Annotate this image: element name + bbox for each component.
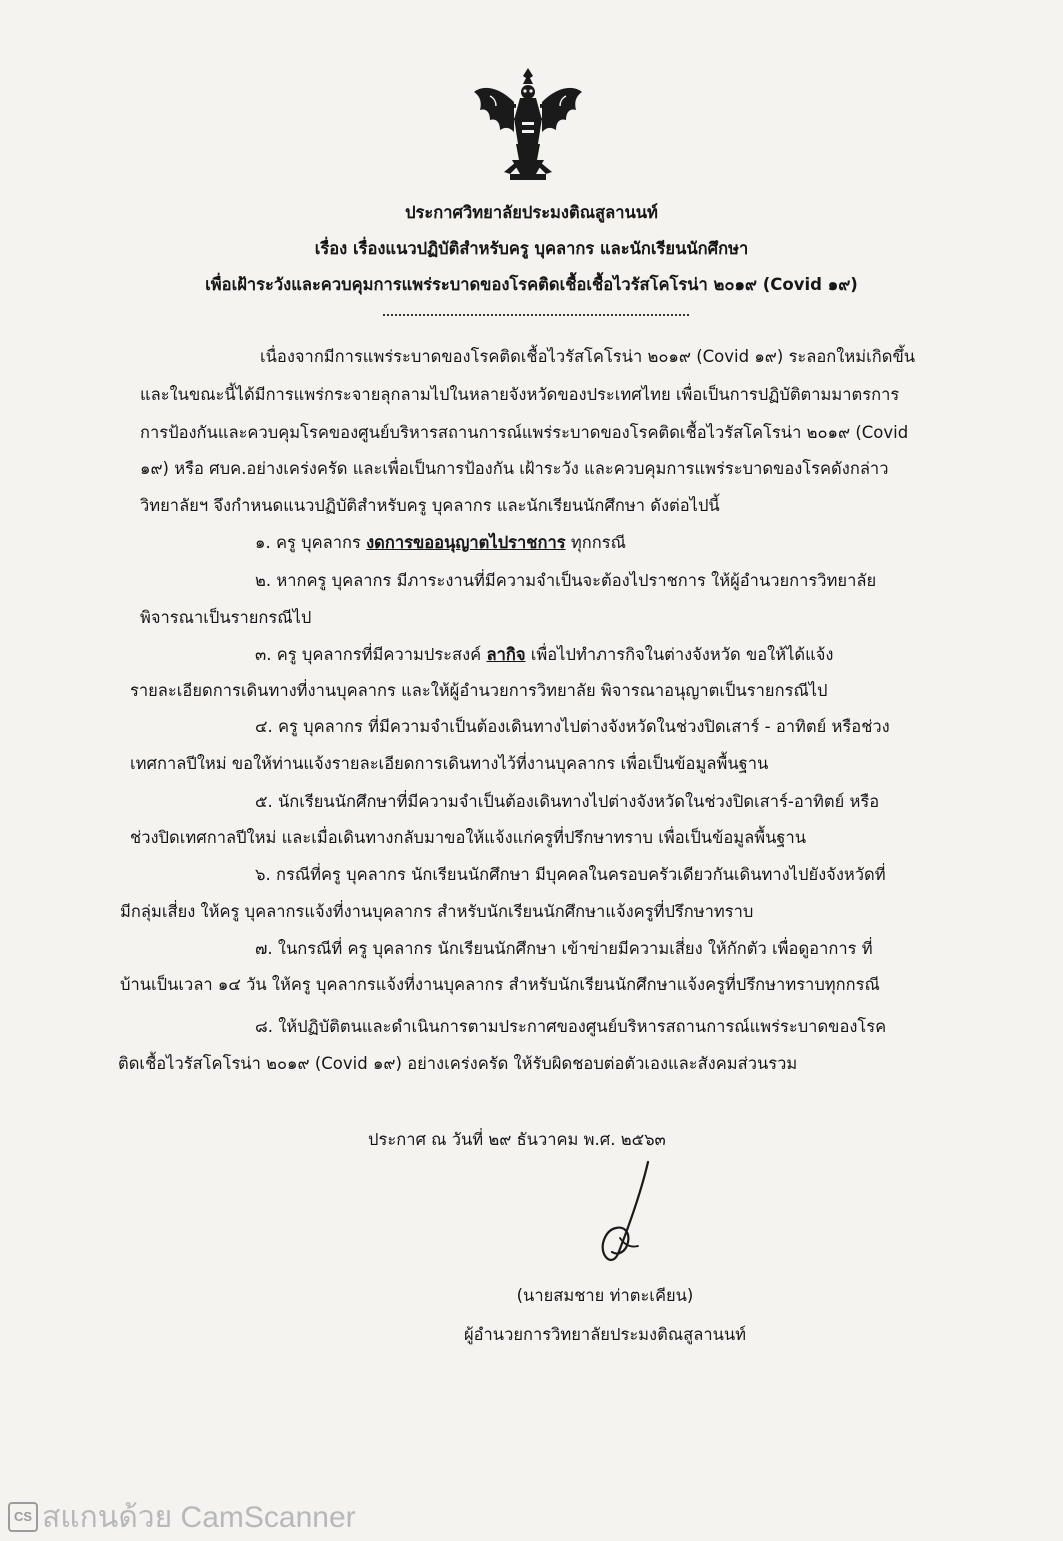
item-4-line: ๔. ครู บุคลากร ที่มีความจำเป็นต้องเดินทางไปต่างจังหวัดในช่วงปิดเสาร์ - อาทิตย์ หรือช่วง <box>255 717 890 736</box>
item-8-line: ติดเชื้อไวรัสโคโรน่า ๒๐๑๙ (Covid ๑๙) อย่างเคร่งครัด ให้รับผิดชอบต่อตัวเองและสังคมส่วนรวม <box>118 1054 798 1073</box>
item-7-line: บ้านเป็นเวลา ๑๔ วัน ให้ครู บุคลากรแจ้งที่งานบุคลากร สำหรับนักเรียนนักศึกษาแจ้งครูที่ปรึกษาทราบทุกกรณี <box>120 975 880 994</box>
item-8-line: ๘. ให้ปฏิบัติตนและดำเนินการตามประกาศของศูนย์บริหารสถานการณ์แพร่ระบาดของโรค <box>255 1017 887 1036</box>
item-6-line: มีกลุ่มเสี่ยง ให้ครู บุคลากรแจ้งที่งานบุคลากร สำหรับนักเรียนนักศึกษาแจ้งครูที่ปรึกษาทราบ <box>120 902 754 921</box>
camscanner-logo-icon: CS <box>8 1502 38 1532</box>
intro-line: การป้องกันและควบคุมโรคของศูนย์บริหารสถานการณ์แพร่ระบาดของโรคติดเชื้อไวรัสโคโรน่า ๒๐๑๙ (Covid <box>140 423 909 442</box>
item-2-line: ๒. หากครู บุคลากร มีภาระงานที่มีความจำเป็นจะต้องไปราชการ ให้ผู้อำนวยการวิทยาลัย <box>255 571 877 590</box>
announcement-title: ประกาศวิทยาลัยประมงติณสูลานนท์ <box>405 203 658 222</box>
signer-title: ผู้อำนวยการวิทยาลัยประมงติณสูลานนท์ <box>463 1325 747 1344</box>
item-3-text: ๓. ครู บุคลากรที่มีความประสงค์ <box>255 645 487 664</box>
item-1-emphasis: งดการขออนุญาตไปราชการ <box>366 533 566 552</box>
item-5-line: ๕. นักเรียนนักศึกษาที่มีความจำเป็นต้องเดินทางไปต่างจังหวัดในช่วงปิดเสาร์-อาทิตย์ หรือ <box>255 792 880 811</box>
header-divider <box>383 314 689 316</box>
item-1-text-end: ทุกกรณี <box>565 533 626 552</box>
signer-name: (นายสมชาย ท่าตะเคียน) <box>516 1286 694 1305</box>
announcement-subject: เรื่อง เรื่องแนวปฏิบัติสำหรับครู บุคลากร และนักเรียนนักศึกษา <box>314 239 749 258</box>
item-3 <box>255 643 833 667</box>
camscanner-watermark: สแกนด้วย CamScanner <box>42 1501 356 1534</box>
item-4-line: เทศกาลปีใหม่ ขอให้ท่านแจ้งรายละเอียดการเดินทางไว้ที่งานบุคลากร เพื่อเป็นข้อมูลพื้นฐาน <box>130 754 769 773</box>
announcement-purpose: เพื่อเฝ้าระวังและควบคุมการแพร่ระบาดของโรคติดเชื้อเชื้อไวรัสโคโรน่า ๒๐๑๙ (Covid ๑๙) <box>205 275 858 294</box>
intro-line: วิทยาลัยฯ จึงกำหนดแนวปฏิบัติสำหรับครู บุคลากร และนักเรียนนักศึกษา ดังต่อไปนี้ <box>140 496 720 515</box>
intro-line: เนื่องจากมีการแพร่ระบาดของโรคติดเชื้อไวรัสโคโรน่า ๒๐๑๙ (Covid ๑๙) ระลอกใหม่เกิดขึ้น <box>260 347 916 366</box>
item-3-line: รายละเอียดการเดินทางที่งานบุคลากร และให้ผู้อำนวยการวิทยาลัย พิจารณาอนุญาตเป็นรายกรณีไป <box>130 681 828 700</box>
item-5-line: ช่วงปิดเทศกาลปีใหม่ และเมื่อเดินทางกลับมาขอให้แจ้งแก่ครูที่ปรึกษาทราบ เพื่อเป็นข้อมูลพื้นฐาน <box>130 828 807 847</box>
item-7-line: ๗. ในกรณีที่ ครู บุคลากร นักเรียนนักศึกษา เข้าข่ายมีความเสี่ยง ให้กักตัว เพื่อดูอาการ ที่ <box>255 939 873 958</box>
intro-line: และในขณะนี้ได้มีการแพร่กระจายลุกลามไปในหลายจังหวัดของประเทศไทย เพื่อเป็นการปฏิบัติตามมาตรการ <box>140 385 900 404</box>
item-3-text-end: เพื่อไปทำภารกิจในต่างจังหวัด ขอให้ได้แจ้ง <box>525 645 834 664</box>
item-2-line: พิจารณาเป็นรายกรณีไป <box>140 608 312 627</box>
intro-line: ๑๙) หรือ ศบค.อย่างเคร่งครัด และเพื่อเป็นการป้องกัน เฝ้าระวัง และควบคุมการแพร่ระบาดของโรคดังกล่าว <box>140 459 889 478</box>
item-1 <box>255 531 626 555</box>
item-3-emphasis: ลากิจ <box>486 645 526 664</box>
item-1-text: ๑. ครู บุคลากร <box>255 533 367 552</box>
announcement-date: ประกาศ ณ วันที่ ๒๙ ธันวาคม พ.ศ. ๒๕๖๓ <box>368 1130 666 1149</box>
item-6-line: ๖. กรณีที่ครู บุคลากร นักเรียนนักศึกษา มีบุคคลในครอบครัวเดียวกันเดินทางไปยังจังหวัดที่ <box>255 865 886 884</box>
signature-icon <box>580 1158 670 1268</box>
garuda-emblem-icon <box>470 62 586 188</box>
